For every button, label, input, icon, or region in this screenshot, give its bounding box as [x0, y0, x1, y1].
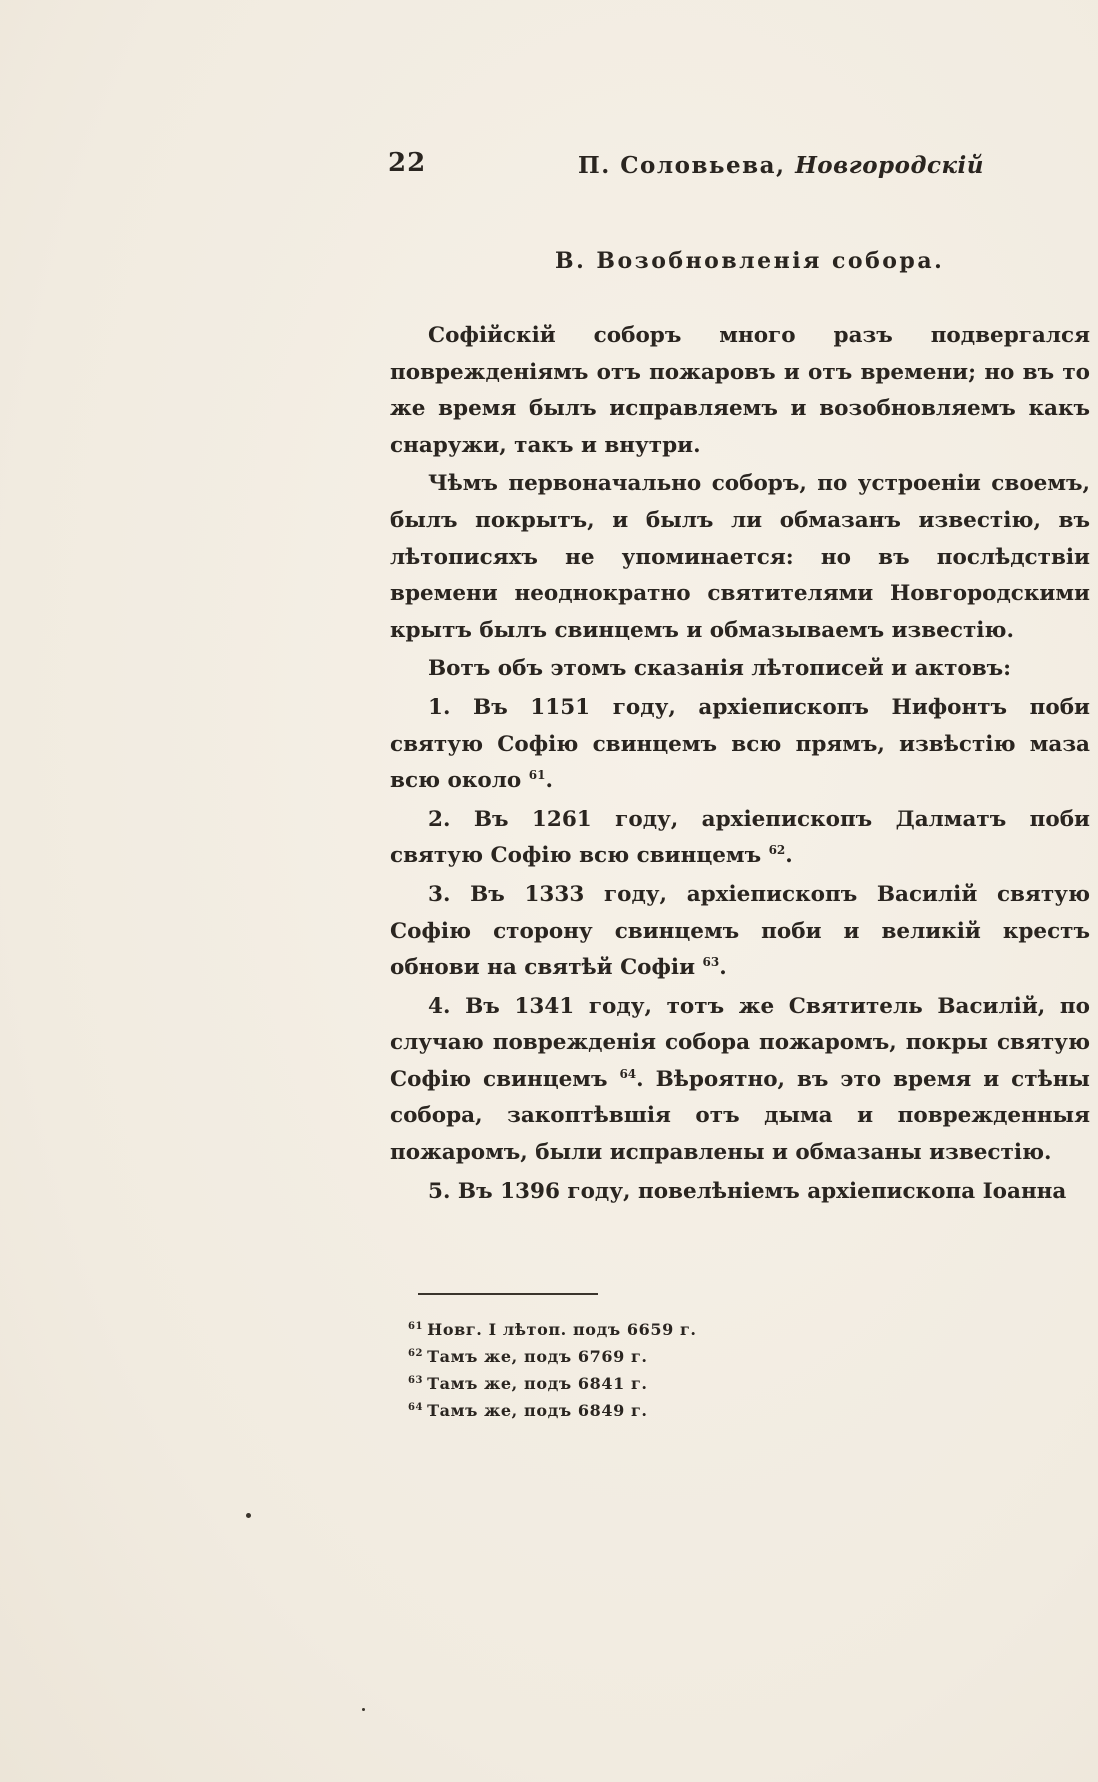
footnote-number: 61 [408, 1320, 424, 1332]
footnote-text: Тамъ же, подъ 6849 г. [427, 1401, 648, 1420]
paragraph [390, 690, 1090, 800]
footnote [408, 1370, 808, 1397]
running-head-author: П. Соловьева, [578, 152, 786, 179]
print-speck [246, 1513, 251, 1518]
footnote-text: Тамъ же, подъ 6769 г. [427, 1347, 648, 1366]
paragraph-text: 3. Въ 1333 году, архіепископъ Василій святую Софію сторону свинцемъ поби и великій крестъ обнови на святѣй Софіи [390, 881, 1090, 981]
page-header [388, 148, 1088, 188]
paragraph [390, 877, 1090, 987]
paragraph-text: 4. Въ 1341 году, тотъ же Святитель Василій, по случаю поврежденія собора пожаромъ, покры святую Софію свинцемъ [390, 993, 1090, 1092]
page-number: 22 [388, 148, 427, 178]
footnotes [408, 1316, 808, 1424]
paragraph [390, 1174, 1090, 1211]
footnote-number: 63 [408, 1374, 424, 1386]
footnote-ref: 61 [528, 767, 546, 782]
paragraph-text-after: . [785, 843, 793, 869]
footnote-number: 64 [408, 1401, 424, 1413]
footnote [408, 1316, 808, 1343]
footnote-text: Тамъ же, подъ 6841 г. [427, 1374, 648, 1393]
running-head [578, 152, 984, 179]
paragraph-text-after: . [545, 768, 553, 794]
paragraph [390, 466, 1090, 649]
paragraph [390, 802, 1090, 875]
paragraph [390, 989, 1090, 1172]
paragraph-text-after: . Вѣроятно, въ это время и стѣны собора, закоптѣвшія отъ дыма и поврежденныя пожаромъ, были исправлены и обмазаны известію. [390, 1066, 1090, 1166]
paragraph [390, 318, 1090, 464]
paragraph-text: 1. Въ 1151 году, архіепископъ Нифонтъ поби святую Софію свинцемъ всю прямъ, извѣстію маза всю около [390, 694, 1090, 794]
paragraph-text: 5. Въ 1396 году, повелѣніемъ архіепископа Іоанна [428, 1178, 1067, 1204]
print-speck [362, 1708, 365, 1711]
footnote [408, 1397, 808, 1424]
body-text [390, 318, 1090, 1212]
paragraph-text: Софійскій соборъ много разъ подвергался поврежденіямъ отъ пожаровъ и отъ времени; но въ то же время былъ исправляемъ и возобновляемъ какъ снаружи, такъ и внутри. [390, 323, 1090, 458]
paragraph-text-after: . [719, 955, 727, 981]
running-head-title: Новгородскій [795, 152, 984, 179]
footnote-number: 62 [408, 1347, 424, 1359]
footnote-ref: 64 [619, 1066, 637, 1081]
paragraph-text: Вотъ объ этомъ сказанія лѣтописей и актовъ: [428, 656, 1012, 682]
paragraph [390, 651, 1090, 688]
footnote-text: Новг. I лѣтоп. подъ 6659 г. [427, 1320, 697, 1339]
paragraph-text: Чѣмъ первоначально соборъ, по устроеніи своемъ, былъ покрытъ, и былъ ли обмазанъ известію, въ лѣтописяхъ не упоминается: но въ послѣдствіи времени неоднократно святителями Новгородскими крытъ былъ свинцемъ и обмазываемъ известію. [390, 471, 1090, 643]
footnote-ref: 62 [768, 843, 786, 858]
footnote-rule [418, 1293, 598, 1295]
footnote [408, 1343, 808, 1370]
section-heading: В. Возобновленія собора. [555, 248, 945, 274]
paragraph-text: 2. Въ 1261 году, архіепископъ Далматъ поби святую Софію всю свинцемъ [390, 806, 1090, 869]
footnote-ref: 63 [702, 954, 720, 969]
